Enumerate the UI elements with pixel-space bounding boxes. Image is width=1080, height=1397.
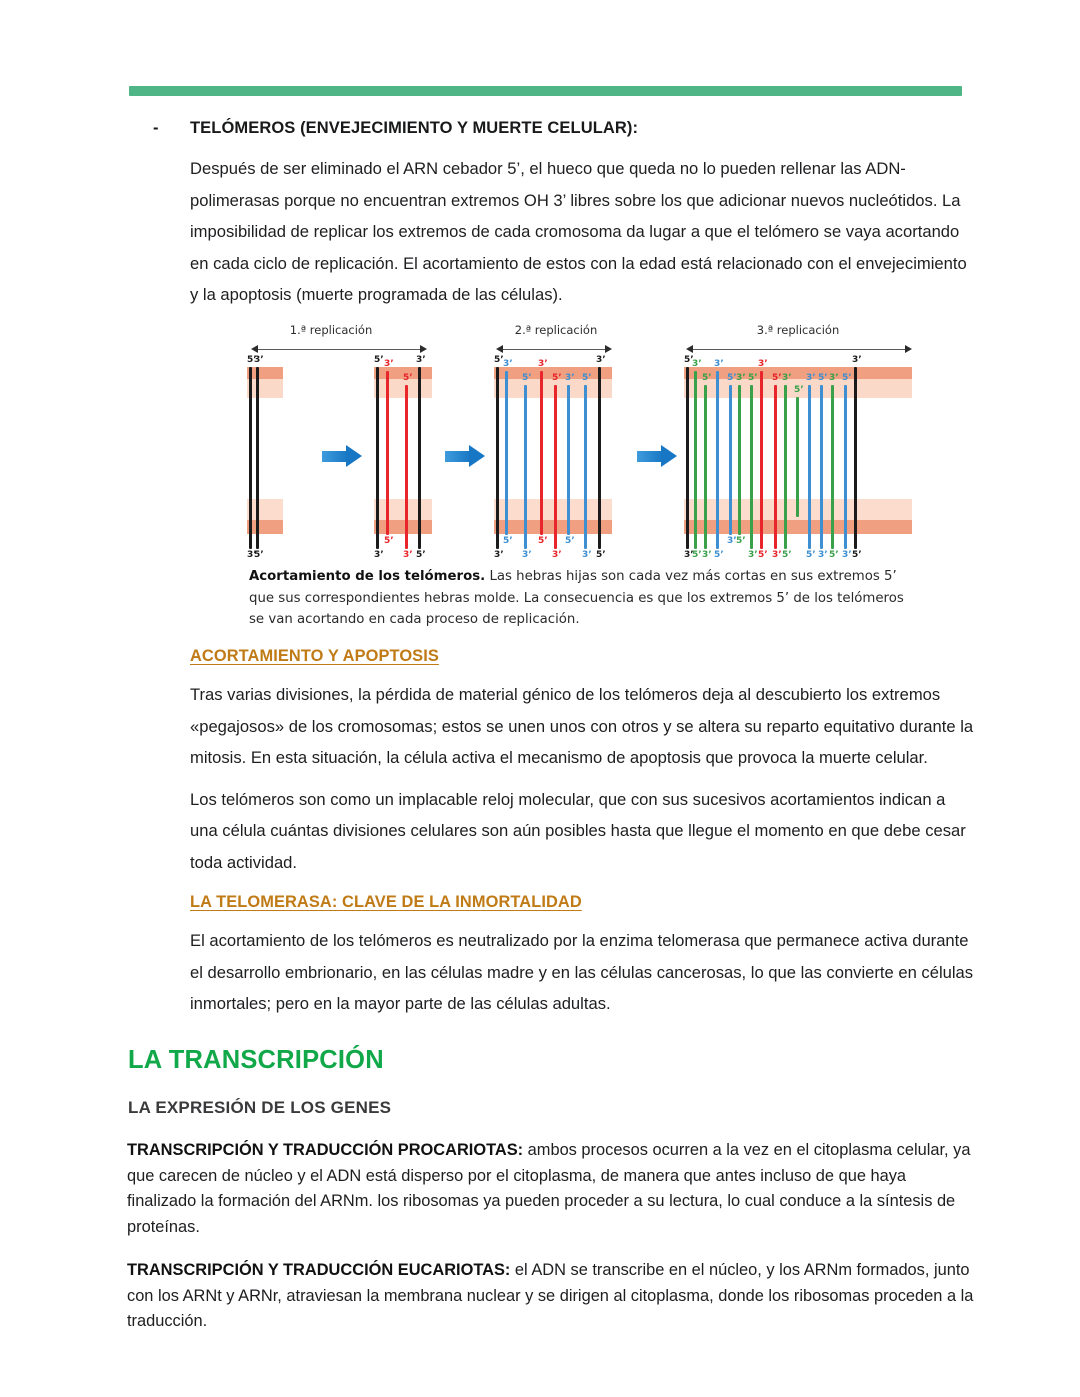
strand-end-label-top: 5’ [818,373,828,383]
figure-caption-body: Las hebras hijas son cada vez más cortas en sus extremos 5’ que sus correspondientes hebras molde. La consecuencia es que los extremos 5’ de los telómeros se van acortando en cada proceso de replicación. [249,569,904,627]
strand-end-label-bottom: 5’ [596,550,606,560]
strand-end-label-bottom: 5’ [538,536,548,546]
strand-end-label-bottom: 5’ [254,550,264,560]
strand-end-label-top: 3’ [538,359,548,369]
strand-end-label-top: 5’ [727,373,737,383]
strand-end-label-bottom: 3’ [842,550,852,560]
intro-paragraph: Después de ser eliminado el ARN cebador 5’, el hueco que queda no lo pueden rellenar las ADN-polimerasas porque no encuentran extremos OH 3’ libres sobre los que adicionar nuevos nucleótidos. La imposibilidad de replicar los extremos de cada cromosoma da lugar a que el telómero se vaya acortando en cada ciclo de replicación. El acortamiento de estos con la edad está relacionado con el envejecimiento y la apoptosis (muerte programada de las células). [190,159,967,304]
strand-end-label-bottom: 5’ [806,550,816,560]
section-heading-acortamiento: ACORTAMIENTO Y APOPTOSIS [190,647,439,665]
strand-end-label-bottom: 3’ [702,550,712,560]
block-procariotas [127,1138,975,1240]
section-paragraph-1: Tras varias divisiones, la pérdida de material génico de los telómeros deja al descubierto los extremos «pegajosos» de los cromosomas; estos se unen unos con otros y se altera su reparto equitativo durante la mitosis. En esta situación, la célula activa el mecanismo de apoptosis que provoca la muerte celular. [190,685,974,767]
strand-end-label-bottom: 5’ [565,536,575,546]
dna-strand-green [704,385,707,549]
strand-end-label-bottom: 5’ [782,550,792,560]
strand-end-label-top: 5’ [842,373,852,383]
strand-end-label-top: 3’ [806,373,816,383]
strand-end-label-top: 5’ [247,355,257,365]
strand-end-label-bottom: 5’ [416,550,426,560]
strand-end-label-top: 5’ [748,373,758,383]
strand-end-label-top: 3’ [852,355,862,365]
replication-step-arrow-3 [637,445,677,467]
block-procariotas-lead: TRANSCRIPCIÓN Y TRADUCCIÓN PROCARIOTAS: [127,1141,524,1159]
figure-caption [249,566,919,631]
dna-strand-black [854,367,857,549]
strand-end-label-bottom: 3’ [374,550,384,560]
strand-end-label-top: 5’ [374,355,384,365]
dna-strand-blue [729,385,732,535]
strand-end-label-bottom: 3’ [522,550,532,560]
strand-end-label-top: 3’ [254,355,264,365]
subtitle-expresion-genes: LA EXPRESIÓN DE LOS GENES [128,1098,392,1117]
strand-end-label-bottom: 3’ [818,550,828,560]
telomere-shortening-figure [247,323,919,558]
strand-end-label-bottom: 5’ [852,550,862,560]
strand-end-label-top: 5’ [772,373,782,383]
block-eucariotas-body: el ADN se transcribe en el núcleo, y los ARNm formados, junto con los ARNt y ARNr, atraviesan la membrana nuclear y se dirigen al citoplasma, donde los ribosomas proceden a la traducción. [127,1261,974,1330]
figure-caption-title: Acortamiento de los telómeros. [249,569,486,584]
strand-end-label-top: 3’ [782,373,792,383]
dna-strand-blue [820,385,823,549]
figure-panel-3 [247,323,919,558]
dna-strand-green [738,385,741,535]
dna-block [684,355,912,560]
dna-strand-red [760,371,763,549]
panel-title: 1.ª replicación [289,323,373,337]
panel-title: 2.ª replicación [514,323,598,337]
strand-end-label-top: 3’ [596,355,606,365]
strand-end-label-top: 5’ [702,373,712,383]
strand-end-label-bottom: 3’ [748,550,758,560]
strand-end-label-bottom: 5’ [829,550,839,560]
dna-strand-blue [808,385,811,549]
page-title-transcripcion: LA TRANSCRIPCIÓN [128,1046,384,1074]
bullet-heading-text: TELÓMEROS (ENVEJECIMIENTO Y MUERTE CELULAR): [190,119,639,137]
strand-end-label-bottom: 3’ [552,550,562,560]
dna-strand-blue [716,371,719,549]
block-eucariotas-lead: TRANSCRIPCIÓN Y TRADUCCIÓN EUCARIOTAS: [127,1261,511,1279]
strand-end-label-bottom: 5’ [736,536,746,546]
strand-end-label-bottom: 5’ [758,550,768,560]
strand-end-label-bottom: 3’ [582,550,592,560]
section-paragraph-2: Los telómeros son como un implacable reloj molecular, que con sus sucesivos acortamientos indican a una célula cuántas divisiones celulares son aún posibles hasta que llegue el momento en que debe cesar toda actividad. [190,789,966,872]
dna-strand-blue [844,385,847,549]
strand-end-label-top: 5’ [794,385,804,395]
dna-strand-green [796,397,799,517]
figure-canvas [247,323,919,558]
bullet-marker: - [153,119,159,137]
strand-end-label-bottom: 3’ [684,550,694,560]
strand-end-label-top: 3’ [714,359,724,369]
strand-end-label-top: 5’ [684,355,694,365]
block-procariotas-body: ambos procesos ocurren a la vez en el citoplasma celular, ya que carecen de núcleo y el ADN está disperso por el citoplasma, de manera que antes incluso de que haya finalizado la formación del ARNm. los ribosomas ya pueden proceder a su lectura, lo cual conduce a la síntesis de proteínas. [127,1141,971,1236]
panel-measure-arrow [686,345,912,354]
telomeros-bullet-heading [153,116,973,140]
strand-end-label-bottom: 3’ [403,550,413,560]
dna-strand-green [694,371,697,549]
dna-strand-green [831,385,834,549]
strand-end-label-bottom: 5’ [503,536,513,546]
strand-end-label-top: 5’ [582,373,592,383]
strand-end-label-top: 3’ [416,355,426,365]
intro-block [190,153,974,313]
section-heading-telomerasa: LA TELOMERASA: CLAVE DE LA INMORTALIDAD [190,893,582,911]
dna-strand-green [784,385,787,549]
top-green-rule [129,86,962,96]
dna-strand-green [750,385,753,549]
strand-end-label-top: 3’ [565,373,575,383]
strand-end-label-bottom: 5’ [384,536,394,546]
block-eucariotas [127,1258,975,1335]
replication-step-arrow-1 [322,445,362,467]
dna-strand-red [774,385,777,549]
strand-end-label-top: 5’ [494,355,504,365]
strand-end-label-bottom: 3’ [772,550,782,560]
strand-end-label-bottom: 3’ [727,536,737,546]
strand-end-label-top: 5’ [403,373,413,383]
strand-end-label-bottom: 3’ [247,550,257,560]
section-acortamiento [190,647,974,1022]
strand-end-label-top: 3’ [758,359,768,369]
strand-end-label-bottom: 3’ [494,550,504,560]
panel-title: 3.ª replicación [756,323,840,337]
strand-end-label-top: 3’ [384,359,394,369]
strand-end-label-top: 3’ [503,359,513,369]
strand-end-label-top: 5’ [522,373,532,383]
section-paragraph-3: El acortamiento de los telómeros es neutralizado por la enzima telomerasa que permanece activa durante el desarrollo embrionario, en las células madre y en las células cancerosas, lo que las convierte en células inmortales; pero en la mayor parte de las células adultas. [190,931,974,1013]
strand-end-label-top: 5’ [552,373,562,383]
strand-end-label-top: 3’ [829,373,839,383]
dna-strand-black [686,367,689,549]
replication-step-arrow-2 [445,445,485,467]
strand-end-label-top: 3’ [736,373,746,383]
strand-end-label-top: 3’ [692,359,702,369]
strand-end-label-bottom: 5’ [692,550,702,560]
strand-end-label-bottom: 5’ [714,550,724,560]
transcription-body [127,1138,975,1353]
